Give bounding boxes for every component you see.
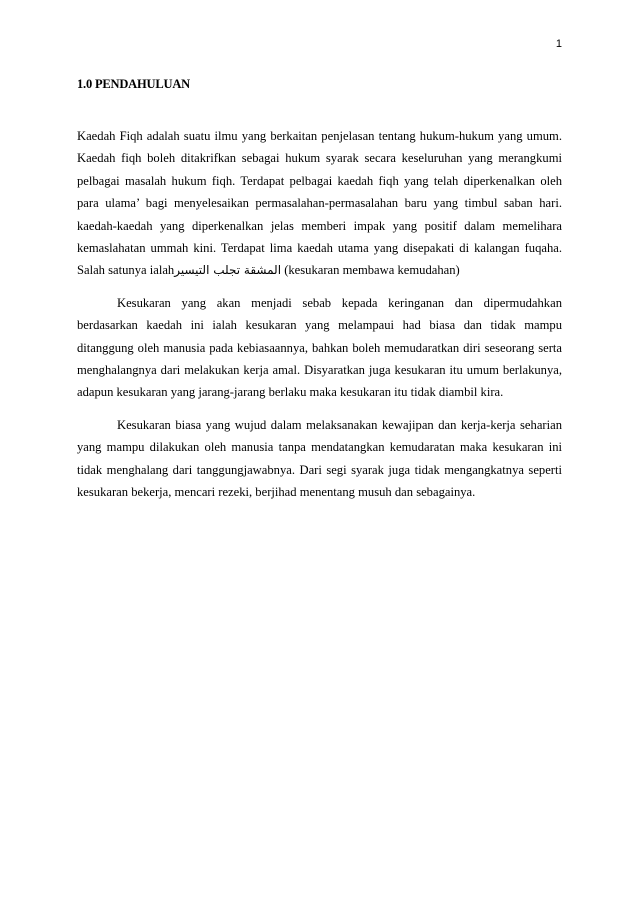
maxim-translation: (kesukaran membawa kemudahan) [284, 263, 460, 278]
section-heading: 1.0 PENDAHULUAN [77, 77, 190, 91]
document-body [77, 76, 562, 514]
arabic-maxim: المشقة تجلب التيسير [174, 263, 282, 278]
paragraph-hardship-criteria: Kesukaran yang akan menjadi sebab kepada keringanan dan dipermudahkan berdasarkan kaedah ini ialah kesukaran yang melampaui had biasa dan tidak mampu ditanggung oleh manusia pada kebiasaannya, bahkan boleh memudaratkan diri seseorang serta menghalangnya dari melakukan kerja amal. Disyaratkan juga kesukaran itu umum berlakunya, adapun kesukaran yang jarang-jarang berlaku maka kesukaran itu tidak diambil kira. [77, 295, 562, 400]
page-number: 1 [555, 38, 562, 50]
paragraph-intro-text: Kaedah Fiqh adalah suatu ilmu yang berkaitan penjelasan tentang hukum-hukum yang umum. Kaedah fiqh boleh ditakrifkan sebagai hukum syarak secara keseluruhan yang merangkumi pelbagai masalah hukum fiqh. Terdapat pelbagai kaedah fiqh yang telah diperkenalkan oleh para ulama’ bagi menyelesaikan permasalahan-permasalahan baru yang timbul saban hari. kaedah-kaedah yang diperkenalkan jelas memberi impak yang positif dalam memelihara kemaslahatan ummah kini. Terdapat lima kaedah utama yang disepakati di kalangan fuqaha. Salah satunya ialah [77, 129, 562, 278]
paragraph-ordinary-hardship: Kesukaran biasa yang wujud dalam melaksanakan kewajipan dan kerja-kerja seharian yang mampu dilakukan oleh manusia tanpa mendatangkan kemudaratan maka kesukaran ini tidak menghalang dari tanggungjawabnya. Dari segi syarak juga tidak mengangkatnya seperti kesukaran bekerja, mencari rezeki, berjihad menentang musuh dan sebagainya. [77, 417, 562, 500]
paragraph-intro [77, 125, 562, 282]
